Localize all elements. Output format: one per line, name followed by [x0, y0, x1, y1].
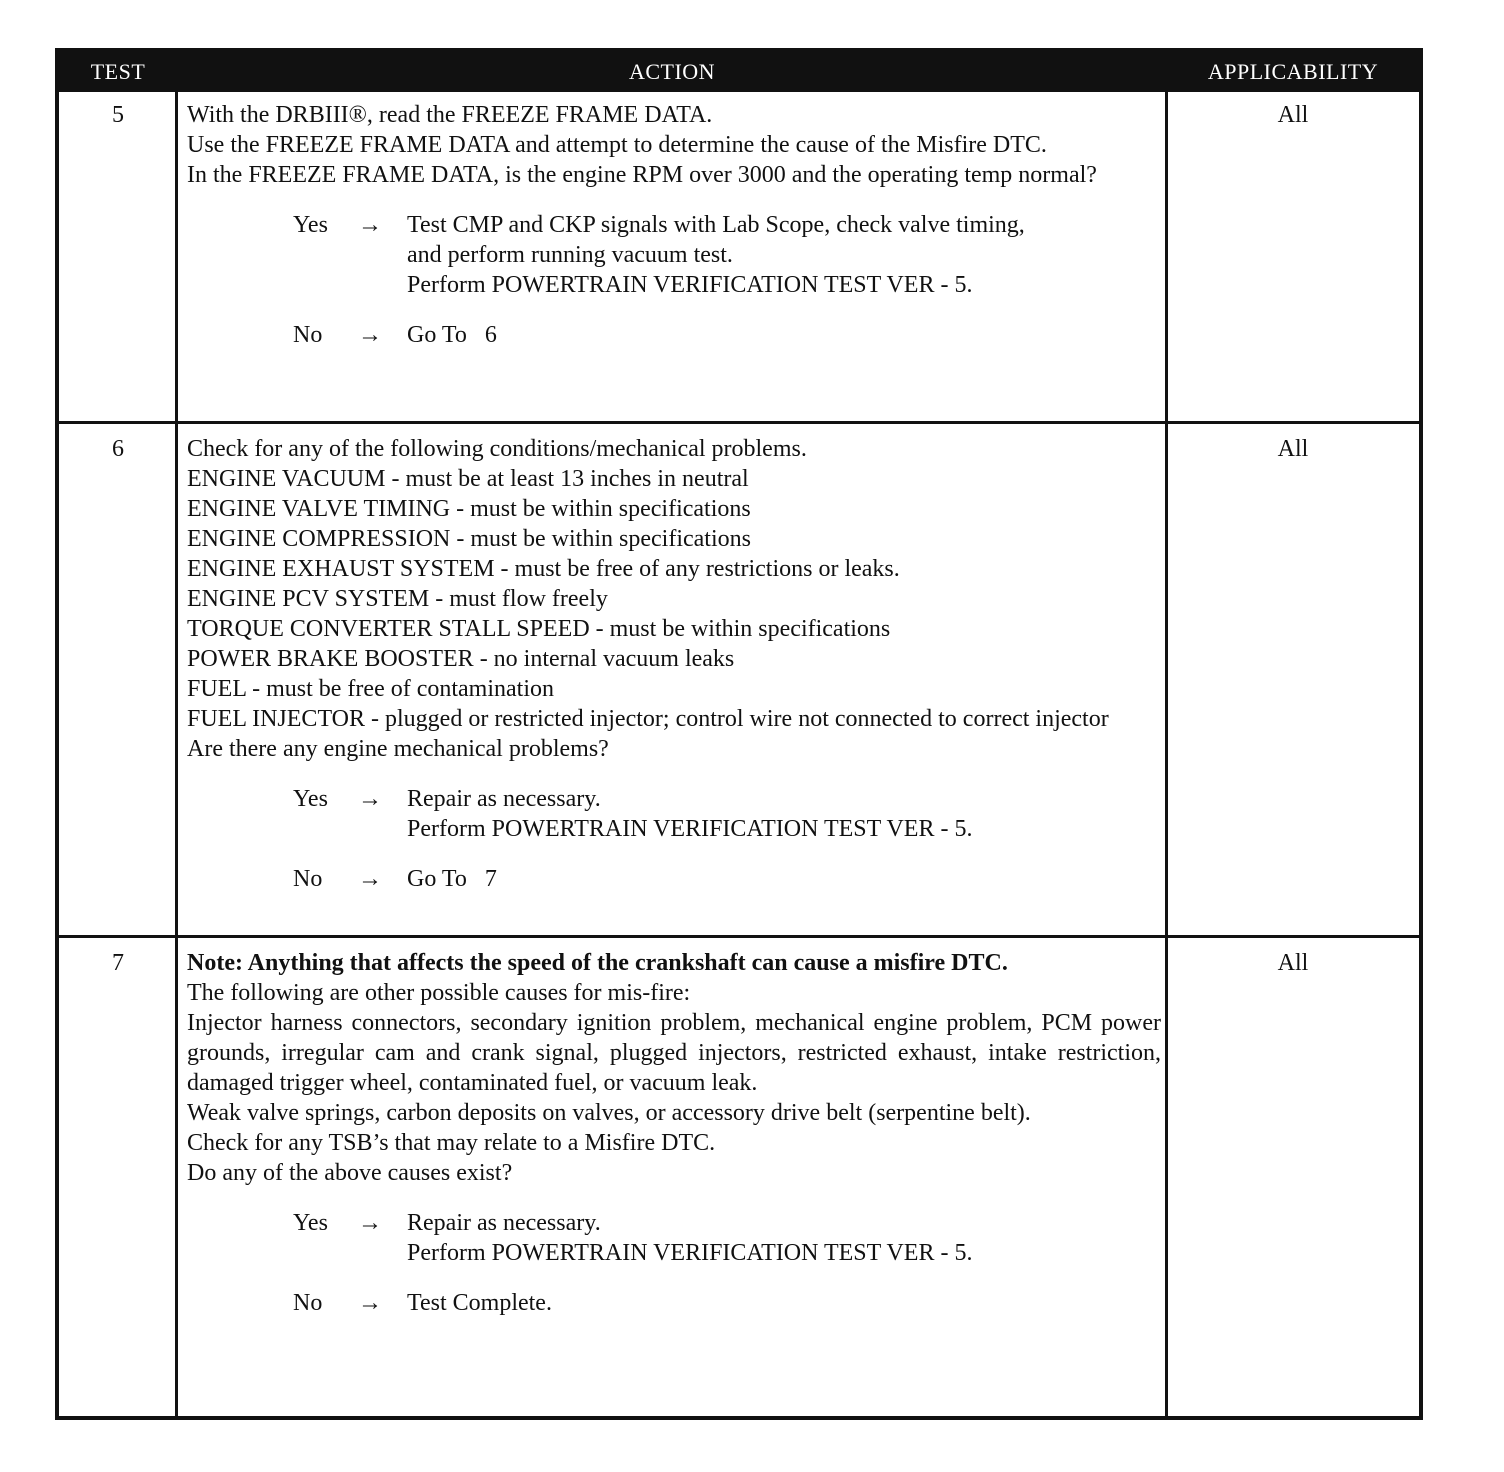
answer-label: No — [293, 322, 323, 348]
no-answer — [187, 1288, 1161, 1318]
answer-label: Yes — [293, 1210, 328, 1236]
arrow-icon: → — [358, 322, 382, 348]
action-line: Are there any engine mechanical problems? — [187, 736, 609, 762]
answer-line: Repair as necessary. — [407, 1210, 601, 1236]
test-number: 7 — [112, 950, 124, 976]
action-line: ENGINE VALVE TIMING - must be within specifications — [187, 496, 751, 522]
answer-line: Test CMP and CKP signals with Lab Scope, check valve timing, — [407, 212, 1025, 238]
row-divider — [59, 421, 1419, 424]
arrow-icon: → — [358, 212, 382, 238]
note-text: Note: Anything that affects the speed of the crankshaft can cause a misfire DTC. — [187, 950, 1008, 976]
header-applicability: APPLICABILITY — [1207, 59, 1379, 84]
answer-line: Test Complete. — [407, 1290, 552, 1316]
diagnostic-test-table — [55, 48, 1423, 1420]
answer-text — [407, 864, 1161, 894]
action-line: ENGINE COMPRESSION - must be within specifications — [187, 526, 751, 552]
no-answer — [187, 864, 1161, 894]
yes-answer — [187, 1208, 1161, 1268]
action-cell — [187, 948, 1161, 1318]
answer-label: Yes — [293, 212, 328, 238]
yes-answer — [187, 210, 1161, 300]
column-divider-test — [175, 92, 178, 1416]
answer-label: No — [293, 866, 323, 892]
action-line: TORQUE CONVERTER STALL SPEED - must be within specifications — [187, 616, 891, 642]
action-line: The following are other possible causes for mis-fire: — [187, 980, 691, 1006]
answer-text — [407, 1208, 1161, 1268]
answer-label: Yes — [293, 786, 328, 812]
action-line: With the DRBIII®, read the FREEZE FRAME DATA. — [187, 102, 713, 128]
header-action: ACTION — [628, 59, 716, 84]
action-line: Check for any TSB’s that may relate to a Misfire DTC. — [187, 1130, 716, 1156]
answer-line: Go To 7 — [407, 866, 497, 892]
action-line: FUEL - must be free of contamination — [187, 676, 555, 702]
answer-line: Perform POWERTRAIN VERIFICATION TEST VER - 5. — [407, 272, 973, 298]
column-divider-applicability — [1165, 92, 1168, 1416]
answer-line: and perform running vacuum test. — [407, 242, 733, 268]
action-line: Injector harness connectors, secondary ignition problem, mechanical engine problem, PCM power grounds, irregular cam and crank signal, plugged injectors, restricted exhaust, intake restriction, damaged trigger wheel, contaminated fuel, or vacuum leak. — [187, 1010, 1161, 1096]
answer-text — [407, 1288, 1161, 1318]
applicability-value: All — [1277, 436, 1309, 462]
arrow-icon: → — [358, 786, 382, 812]
answer-line: Repair as necessary. — [407, 786, 601, 812]
action-line: FUEL INJECTOR - plugged or restricted injector; control wire not connected to correct injector — [187, 706, 1109, 732]
action-cell — [187, 434, 1161, 894]
answer-text — [407, 784, 1161, 844]
applicability-value: All — [1277, 950, 1309, 976]
action-line: POWER BRAKE BOOSTER - no internal vacuum leaks — [187, 646, 735, 672]
action-line: ENGINE PCV SYSTEM - must flow freely — [187, 586, 608, 612]
action-line: ENGINE VACUUM - must be at least 13 inches in neutral — [187, 466, 749, 492]
arrow-icon: → — [358, 1210, 382, 1236]
answer-line: Go To 6 — [407, 322, 497, 348]
test-number: 6 — [112, 436, 124, 462]
action-line: Weak valve springs, carbon deposits on valves, or accessory drive belt (serpentine belt). — [187, 1100, 1031, 1126]
test-number: 5 — [112, 102, 124, 128]
header-test: TEST — [90, 59, 146, 84]
applicability-value: All — [1277, 102, 1309, 128]
no-answer — [187, 320, 1161, 350]
answer-text — [407, 320, 1161, 350]
action-line: In the FREEZE FRAME DATA, is the engine RPM over 3000 and the operating temp normal? — [187, 162, 1097, 188]
action-line: Check for any of the following conditions/mechanical problems. — [187, 436, 807, 462]
arrow-icon: → — [358, 866, 382, 892]
arrow-icon: → — [358, 1290, 382, 1316]
answer-label: No — [293, 1290, 323, 1316]
row-divider — [59, 935, 1419, 938]
yes-answer — [187, 784, 1161, 844]
answer-line: Perform POWERTRAIN VERIFICATION TEST VER - 5. — [407, 816, 973, 842]
action-line: ENGINE EXHAUST SYSTEM - must be free of any restrictions or leaks. — [187, 556, 900, 582]
table-header — [59, 52, 1419, 92]
answer-line: Perform POWERTRAIN VERIFICATION TEST VER - 5. — [407, 1240, 973, 1266]
action-cell — [187, 100, 1161, 350]
answer-text — [407, 210, 1161, 300]
action-line: Use the FREEZE FRAME DATA and attempt to determine the cause of the Misfire DTC. — [187, 132, 1047, 158]
action-line: Do any of the above causes exist? — [187, 1160, 513, 1186]
